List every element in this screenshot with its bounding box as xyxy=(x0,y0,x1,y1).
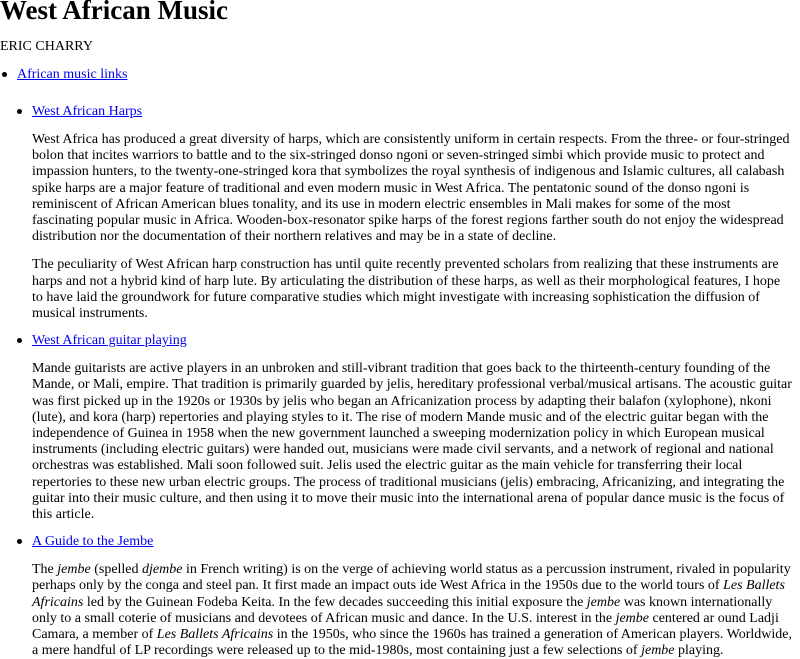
text-run: in French writing) is on the verge of achieving world status as a percussion instrument, rivaled in popularity perhaps only by the conga and steel pan. It first made an impact outs ide West Africa in the 1950s due to the world tours of xyxy=(32,562,791,594)
term-jembe: jembe xyxy=(615,610,649,626)
west-african-harps-link[interactable]: West African Harps xyxy=(32,104,143,119)
link-list xyxy=(0,67,800,659)
text-run: The xyxy=(32,562,58,578)
term-djembe: djembe xyxy=(142,562,183,578)
term-ballets-africains: Les Ballets Africains xyxy=(32,578,785,610)
text-run: led by the Guinean Fodeba Keita. In the few decades succeeding this initial exposure the xyxy=(83,594,587,610)
guitar-paragraph: Mande guitarists are active players in an unbroken and still-vibrant tradition that goes back to the thirteenth-century founding of the Mande, or Mali, empire. That tradition is primarily guarded by jelis, hereditary professional verbal/musical artisans. The acoustic guitar was first picked up in the 1920s or 1930s by jelis who began an Africanization process by adapting their balafon (xylophone), nkoni (lute), and kora (harp) repertories and playing styles to it. The rise of modern Mande music and of the electric guitar began with the independence of Guinea in 1958 when the new government launched a sweeping modernization policy in which European musical instruments (including electric guitars) were handed out, musicians were made civil servants, and a network of regional and national orchestras was established. Mali soon followed suit. Jelis used the electric guitar as the main vehicle for transferring their local repertories to these new urban electric groups. The process of traditional musicians (jelis) embracing, Africanizing, and integrating the guitar into their music culture, and then using it to move their music into the international arena of popular dance music is the focus of this article. xyxy=(32,361,792,523)
text-run: was known internationally only to a small coterie of musicians and devotees of African music and dance. In the U.S. interest in the xyxy=(32,594,773,626)
text-run: playing. xyxy=(674,643,724,659)
text-run: centered ar ound Ladji Camara, a member of xyxy=(32,610,779,643)
jembe-paragraph xyxy=(32,562,794,659)
jembe-guide-link[interactable]: A Guide to the Jembe xyxy=(32,534,154,550)
article-item-guitar xyxy=(32,333,800,523)
list-item xyxy=(0,67,800,659)
article-item-jembe xyxy=(32,534,800,659)
term-ballets-africains: Les Ballets Africains xyxy=(156,627,274,643)
harps-paragraph-2: The peculiarity of West African harp construction has until quite recently prevented scholars from realizing that these instruments are harps and not a hybrid kind of harp lute. By articulating the distribution of these harps, as well as their morphological features, I hope to have laid the groundwork for future comparative studies which might investigate with increasing sophistication the diffusion of musical instruments. xyxy=(32,257,781,322)
text-run: in the 1950s, who since the 1960s has trained a generation of American players. Worldwide, a mere handful of LP recordings were released up to the mid-1980s, most containing just a few selections of xyxy=(32,627,793,659)
term-jembe: jembe xyxy=(586,594,621,610)
article-item-harps xyxy=(32,104,800,322)
term-jembe: jembe xyxy=(641,643,675,659)
article-list xyxy=(0,104,800,659)
term-jembe: jembe xyxy=(57,562,91,578)
harps-paragraph-1: West Africa has produced a great diversity of harps, which are consistently uniform in certain respects. From the three- or four-stringed bolon that incites warriors to battle and to the six-stringed donso ngoni or seven-stringed simbi which provide music to protect and impassion hunters, to the twenty-one-stringed kora that symbolizes the royal synthesis of indigenous and Islamic cultures, all calabash spike harps are a major feature of traditional and even modern music in West Africa. The pentatonic sound of the donso ngoni is reminiscent of African American blues tonality, and its use in modern electric ensembles in Mali makes for some of the most fascinating popular music in Africa. Wooden-box-resonator spike harps of the forest regions farther south do not enjoy the widespread distribution nor the documentation of their northern relatives and may be in a state of decline. xyxy=(32,132,790,245)
bullet-item xyxy=(32,534,800,550)
bullet-item xyxy=(32,104,800,120)
text-run: (spelled xyxy=(90,562,143,578)
west-african-guitar-link[interactable]: West African guitar playing xyxy=(32,333,187,349)
bullet-item xyxy=(0,67,800,83)
bullet-item xyxy=(32,333,800,349)
page-title: West African Music xyxy=(0,0,228,25)
author-name: ERIC CHARRY xyxy=(0,39,93,54)
african-music-links-link[interactable]: African music links xyxy=(17,67,128,82)
